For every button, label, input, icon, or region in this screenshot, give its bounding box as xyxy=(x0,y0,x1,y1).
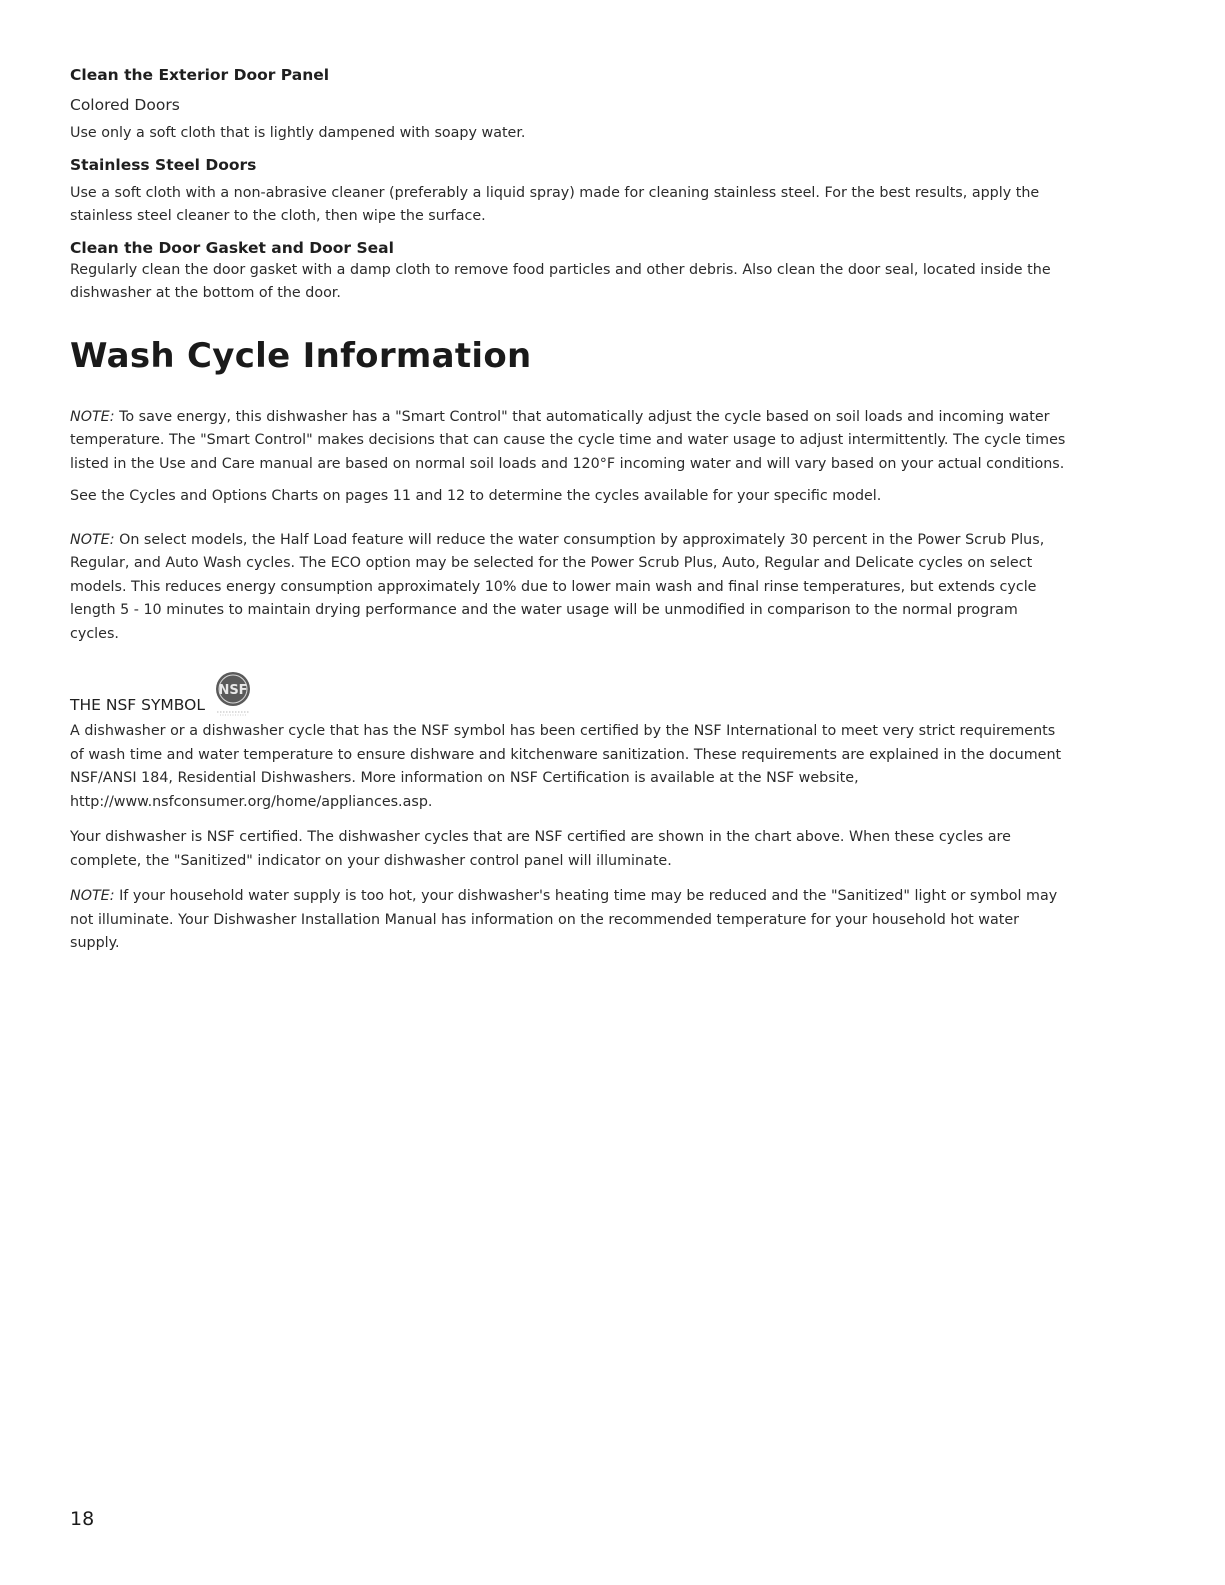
note-half-load xyxy=(70,529,1070,647)
note-smart-control xyxy=(70,406,1070,477)
nsf-logo-icon xyxy=(211,668,255,718)
gasket-text: Regularly clean the door gasket with a damp cloth to remove food particles and other debris. Also clean the door seal, located inside the dishwasher at the bottom of the door. xyxy=(70,261,1051,301)
gasket-heading: Clean the Door Gasket and Door Seal xyxy=(70,238,394,257)
note-hot-water xyxy=(70,885,1070,956)
page-content xyxy=(70,64,1070,956)
cycles-charts-text: See the Cycles and Options Charts on pages 11 and 12 to determine the cycles available for your specific model. xyxy=(70,488,882,504)
note-half-load-text: On select models, the Half Load feature will reduce the water consumption by approximately 30 percent in the Power Scrub Plus, Regular, and Auto Wash cycles. The ECO option may be selected for the Power Scrub Plus, Auto, Regular and Delicate cycles on select models. This reduces energy consumption approximately 10% due to lower main wash and final rinse temperatures, but extends cycle length 5 - 10 minutes to maintain drying performance and the water usage will be unmodified in comparison to the normal program cycles. xyxy=(70,531,1045,642)
note-smart-control-text: To save energy, this dishwasher has a "Smart Control" that automatically adjust the cycle based on soil loads and incoming water temperature. The "Smart Control" makes decisions that can cause the cycle time and water usage to adjust intermittently. The cycle times listed in the Use and Care manual are based on normal soil loads and 120°F incoming water and will vary based on your actual conditions. xyxy=(70,408,1066,472)
nsf-para-1: A dishwasher or a dishwasher cycle that has the NSF symbol has been certified by the NSF International to meet very strict requirements of wash time and water temperature to ensure dishware and kitchenware sanitization. These requirements are explained in the document NSF/ANSI 184, Residential Dishwashers. More information on NSF Certification is available at the NSF website, http://www.nsfconsumer.org/home/appliances.asp. xyxy=(70,723,1062,810)
nsf-heading: THE NSF SYMBOL xyxy=(70,696,205,714)
colored-doors-heading: Colored Doors xyxy=(70,96,180,114)
note-hot-water-text: If your household water supply is too hot, your dishwasher's heating time may be reduced and the "Sanitized" light or symbol may not illuminate. Your Dishwasher Installation Manual has information on the recommended temperature for your household hot water supply. xyxy=(70,888,1058,951)
nsf-logo-text: NSF xyxy=(218,683,248,698)
stainless-doors-text: Use a soft cloth with a non-abrasive cleaner (preferably a liquid spray) made for cleaning stainless steel. For the best results, apply the stainless steel cleaner to the cloth, then wipe the surface. xyxy=(70,184,1040,224)
colored-doors-text: Use only a soft cloth that is lightly dampened with soapy water. xyxy=(70,125,526,141)
note-label: NOTE: xyxy=(70,408,115,425)
note-label: NOTE: xyxy=(70,531,115,548)
nsf-para-2: Your dishwasher is NSF certified. The dishwasher cycles that are NSF certified are shown in the chart above. When these cycles are complete, the "Sanitized" indicator on your dishwasher control panel will illuminate. xyxy=(70,829,1011,869)
nsf-heading-row xyxy=(70,666,1070,718)
page-number: 18 xyxy=(70,1508,95,1530)
exterior-panel-heading: Clean the Exterior Door Panel xyxy=(70,66,330,84)
wash-cycle-title: Wash Cycle Information xyxy=(70,335,532,376)
note-label: NOTE: xyxy=(70,888,115,904)
stainless-doors-heading: Stainless Steel Doors xyxy=(70,155,257,174)
